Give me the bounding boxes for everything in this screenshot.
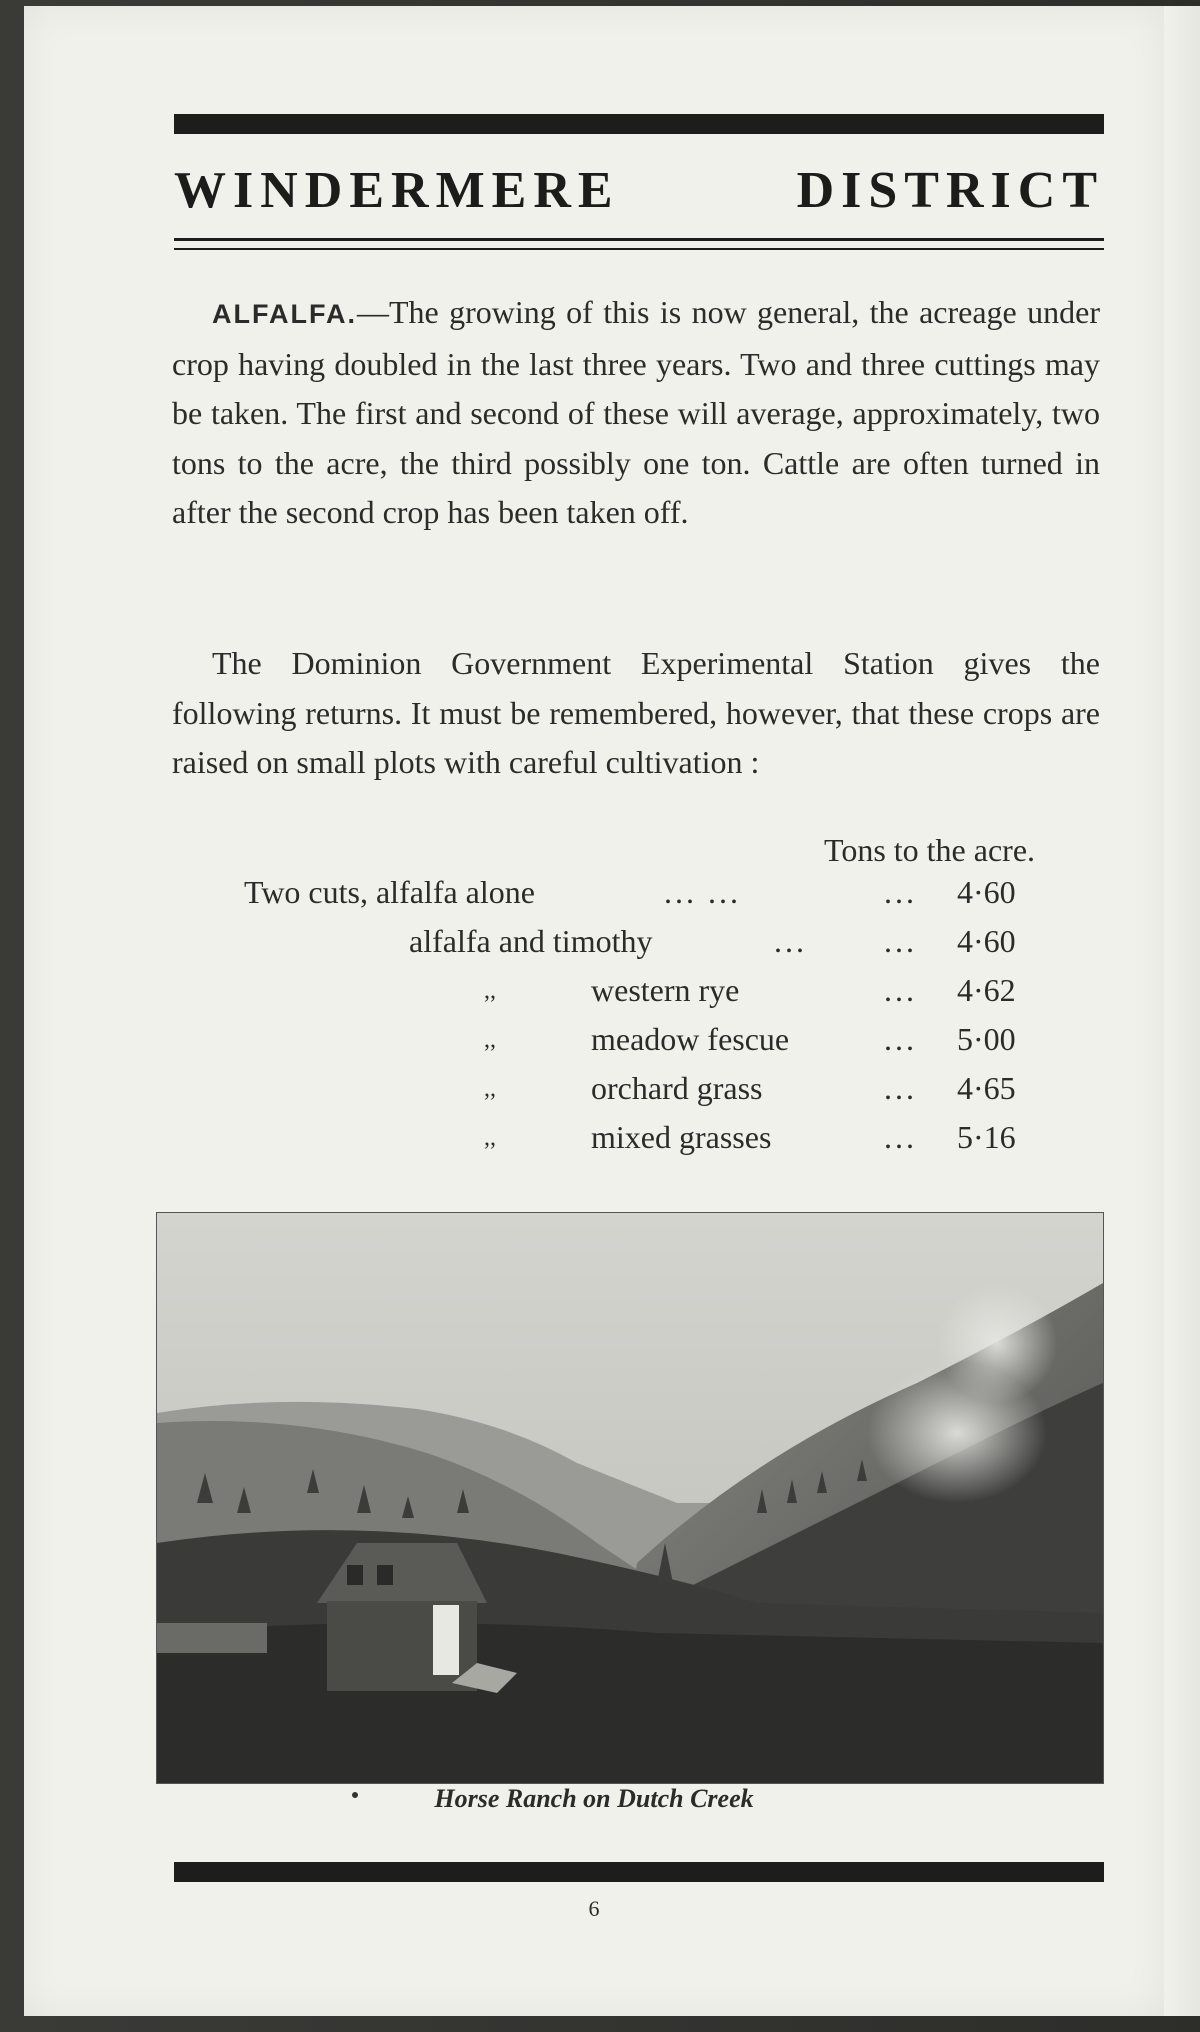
row-crop: alfalfa and timothy bbox=[409, 923, 653, 959]
row-crop: meadow fescue bbox=[591, 1021, 790, 1057]
table-row bbox=[24, 874, 1124, 924]
experimental-station-paragraph bbox=[172, 639, 1100, 788]
bottom-rule bbox=[174, 1862, 1104, 1882]
row-value: 5·00 bbox=[957, 1021, 1016, 1057]
row-ditto: ,, bbox=[484, 1076, 496, 1102]
row-dots: ... bbox=[884, 1070, 917, 1106]
alfalfa-text: —The growing of this is now general, the acreage under crop having doubled in the last three years. Two and three cuttings may be taken. The first and second of these will average, approximately, two tons to the acre, the third possibly one ton. Cattle are often turned in after the second crop has been taken off. bbox=[172, 294, 1100, 530]
row-dots: ... bbox=[884, 972, 917, 1008]
top-rule bbox=[174, 114, 1104, 134]
heading-right: DISTRICT bbox=[796, 162, 1104, 219]
row-dots: ... bbox=[884, 1119, 917, 1155]
row-dots: ... bbox=[884, 923, 917, 959]
table-row bbox=[24, 923, 1124, 973]
page-heading bbox=[174, 156, 1104, 226]
table-row bbox=[24, 1070, 1124, 1120]
alfalfa-paragraph bbox=[172, 288, 1100, 538]
row-ditto: ,, bbox=[484, 1125, 496, 1151]
alfalfa-lead: ALFALFA. bbox=[212, 299, 357, 329]
row-value: 5·16 bbox=[957, 1119, 1016, 1155]
table-row bbox=[24, 972, 1124, 1022]
row-dots: ... bbox=[884, 1021, 917, 1057]
row-crop: orchard grass bbox=[591, 1070, 763, 1106]
table-row bbox=[24, 1119, 1124, 1169]
experimental-station-text: The Dominion Government Experimental Station gives the following returns. It must be remembered, however, that these crops are raised on small plots with careful cultivation : bbox=[172, 645, 1100, 780]
table-unit-header: Tons to the acre. bbox=[824, 832, 1036, 868]
table-row bbox=[24, 1021, 1124, 1071]
row-value: 4·65 bbox=[957, 1070, 1016, 1106]
row-crop: mixed grasses bbox=[591, 1119, 772, 1155]
row-lead: Two cuts, alfalfa alone bbox=[244, 874, 535, 910]
book-page bbox=[24, 6, 1164, 2016]
heading-left: WINDERMERE bbox=[174, 162, 620, 219]
row-value: 4·60 bbox=[957, 874, 1016, 910]
row-dots: ... bbox=[884, 874, 917, 910]
row-value: 4·62 bbox=[957, 972, 1016, 1008]
photo-caption: Horse Ranch on Dutch Creek bbox=[434, 1784, 754, 1813]
heading-double-rule bbox=[174, 238, 1104, 250]
row-crop: western rye bbox=[591, 972, 740, 1008]
row-value: 4·60 bbox=[957, 923, 1016, 959]
row-dots-mid: ... ... bbox=[664, 874, 741, 910]
row-ditto: ,, bbox=[484, 978, 496, 1004]
row-dots-mid: ... bbox=[774, 923, 807, 959]
page-number: 6 bbox=[588, 1896, 600, 1921]
row-ditto: ,, bbox=[484, 1027, 496, 1053]
ranch-photograph bbox=[156, 1212, 1104, 1784]
